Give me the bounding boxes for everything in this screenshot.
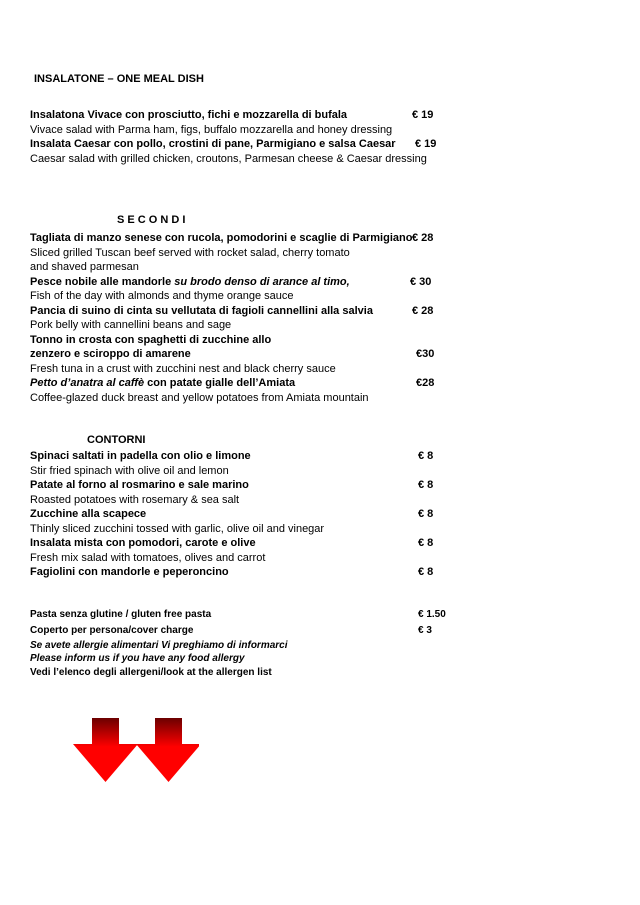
dish-name: Insalata mista con pomodori, carote e olive € 8	[30, 537, 434, 549]
down-arrows-icon	[73, 718, 199, 782]
down-arrow-icon	[136, 718, 199, 782]
dish-description: Coffee-glazed duck breast and yellow potatoes from Amiata mountain	[30, 391, 369, 404]
dish-name: Fagiolini con mandorle e peperoncino € 8	[30, 566, 434, 578]
dish-price: € 8	[418, 508, 434, 520]
allergy-note-it: Se avete allergie alimentari Vi preghiamo di informarci	[30, 639, 288, 651]
dish-price: €28	[416, 377, 435, 389]
dish-description: Caesar salad with grilled chicken, croutons, Parmesan cheese & Caesar dressing	[30, 152, 427, 165]
cover-charge-line: Coperto per persona/cover charge € 3	[30, 624, 450, 639]
dish-description: Roasted potatoes with rosemary & sea salt	[30, 493, 240, 506]
dish-description: Fresh tuna in a crust with zucchini nest and black cherry sauce	[30, 362, 336, 375]
dish-name: Tagliata di manzo senese con rucola, pomodorini e scaglie di Parmigiano € 28	[30, 232, 434, 244]
insalatone-list	[30, 108, 450, 166]
down-arrow-icon	[73, 718, 138, 782]
gluten-free-price: € 1.50	[418, 609, 446, 620]
dish-price: € 8	[418, 479, 434, 491]
dish-name: Insalatona Vivace con prosciutto, fichi e mozzarella di bufala € 19	[30, 109, 434, 121]
section-title-secondi	[117, 213, 537, 228]
dish-price: € 28	[412, 232, 434, 244]
allergy-note-en: Please inform us if you have any food allergy	[30, 653, 245, 664]
section-title-contorni	[87, 433, 507, 448]
allergen-list-link: Vedi l’elenco degli allergeni/look at the allergen list	[30, 666, 272, 678]
dish-price: € 28	[412, 304, 434, 317]
heading: S E C O N D I	[117, 214, 186, 226]
dish-name: Pancia di suino di cinta su vellutata di fagioli cannellini alla salvia € 28	[30, 304, 434, 317]
dish-description: and shaved parmesan	[30, 261, 139, 273]
dish-price: € 8	[418, 450, 434, 462]
gluten-free-line: Pasta senza glutine / gluten free pasta € 1.50	[30, 608, 450, 624]
dish-price: €30	[416, 348, 435, 360]
dish-description: Stir fried spinach with olive oil and lemon	[30, 464, 229, 477]
dish-name: Patate al forno al rosmarino e sale marino € 8	[30, 479, 434, 491]
dish-name: zenzero e sciroppo di amarene €30	[30, 348, 435, 360]
dish-price: € 30	[410, 275, 432, 288]
contorni-list	[30, 449, 450, 580]
secondi-list	[30, 231, 450, 405]
dish-name: Pesce nobile alle mandorle su brodo denso di arance al timo, € 30	[30, 275, 432, 288]
dish-name: Tonno in crosta con spaghetti di zucchine allo	[30, 333, 272, 346]
dish-name: Spinaci saltati in padella con olio e limone € 8	[30, 450, 434, 462]
dish-description: Sliced grilled Tuscan beef served with rocket salad, cherry tomato	[30, 246, 350, 259]
dish-price: € 8	[418, 537, 434, 549]
heading: INSALATONE – ONE MEAL DISH	[34, 73, 204, 85]
dish-price: € 8	[418, 566, 434, 578]
dish-description: Fish of the day with almonds and thyme orange sauce	[30, 290, 294, 302]
dish-name: Petto d’anatra al caffè con patate gialle dell’Amiata €28	[30, 377, 435, 389]
dish-description: Fresh mix salad with tomatoes, olives and carrot	[30, 551, 266, 564]
section-title-insalatone	[34, 72, 454, 87]
dish-description: Thinly sliced zucchini tossed with garlic, olive oil and vinegar	[30, 522, 325, 535]
dish-name: Zucchine alla scapece € 8	[30, 508, 434, 520]
dish-price: € 19	[412, 109, 434, 121]
dish-description: Vivace salad with Parma ham, figs, buffalo mozzarella and honey dressing	[30, 123, 393, 136]
heading: CONTORNI	[87, 434, 146, 446]
dish-name: Insalata Caesar con pollo, crostini di pane, Parmigiano e salsa Caesar € 19	[30, 138, 437, 150]
extras	[30, 608, 450, 680]
cover-charge-price: € 3	[418, 624, 432, 636]
dish-price: € 19	[415, 138, 437, 150]
dish-description: Pork belly with cannellini beans and sage	[30, 319, 232, 331]
